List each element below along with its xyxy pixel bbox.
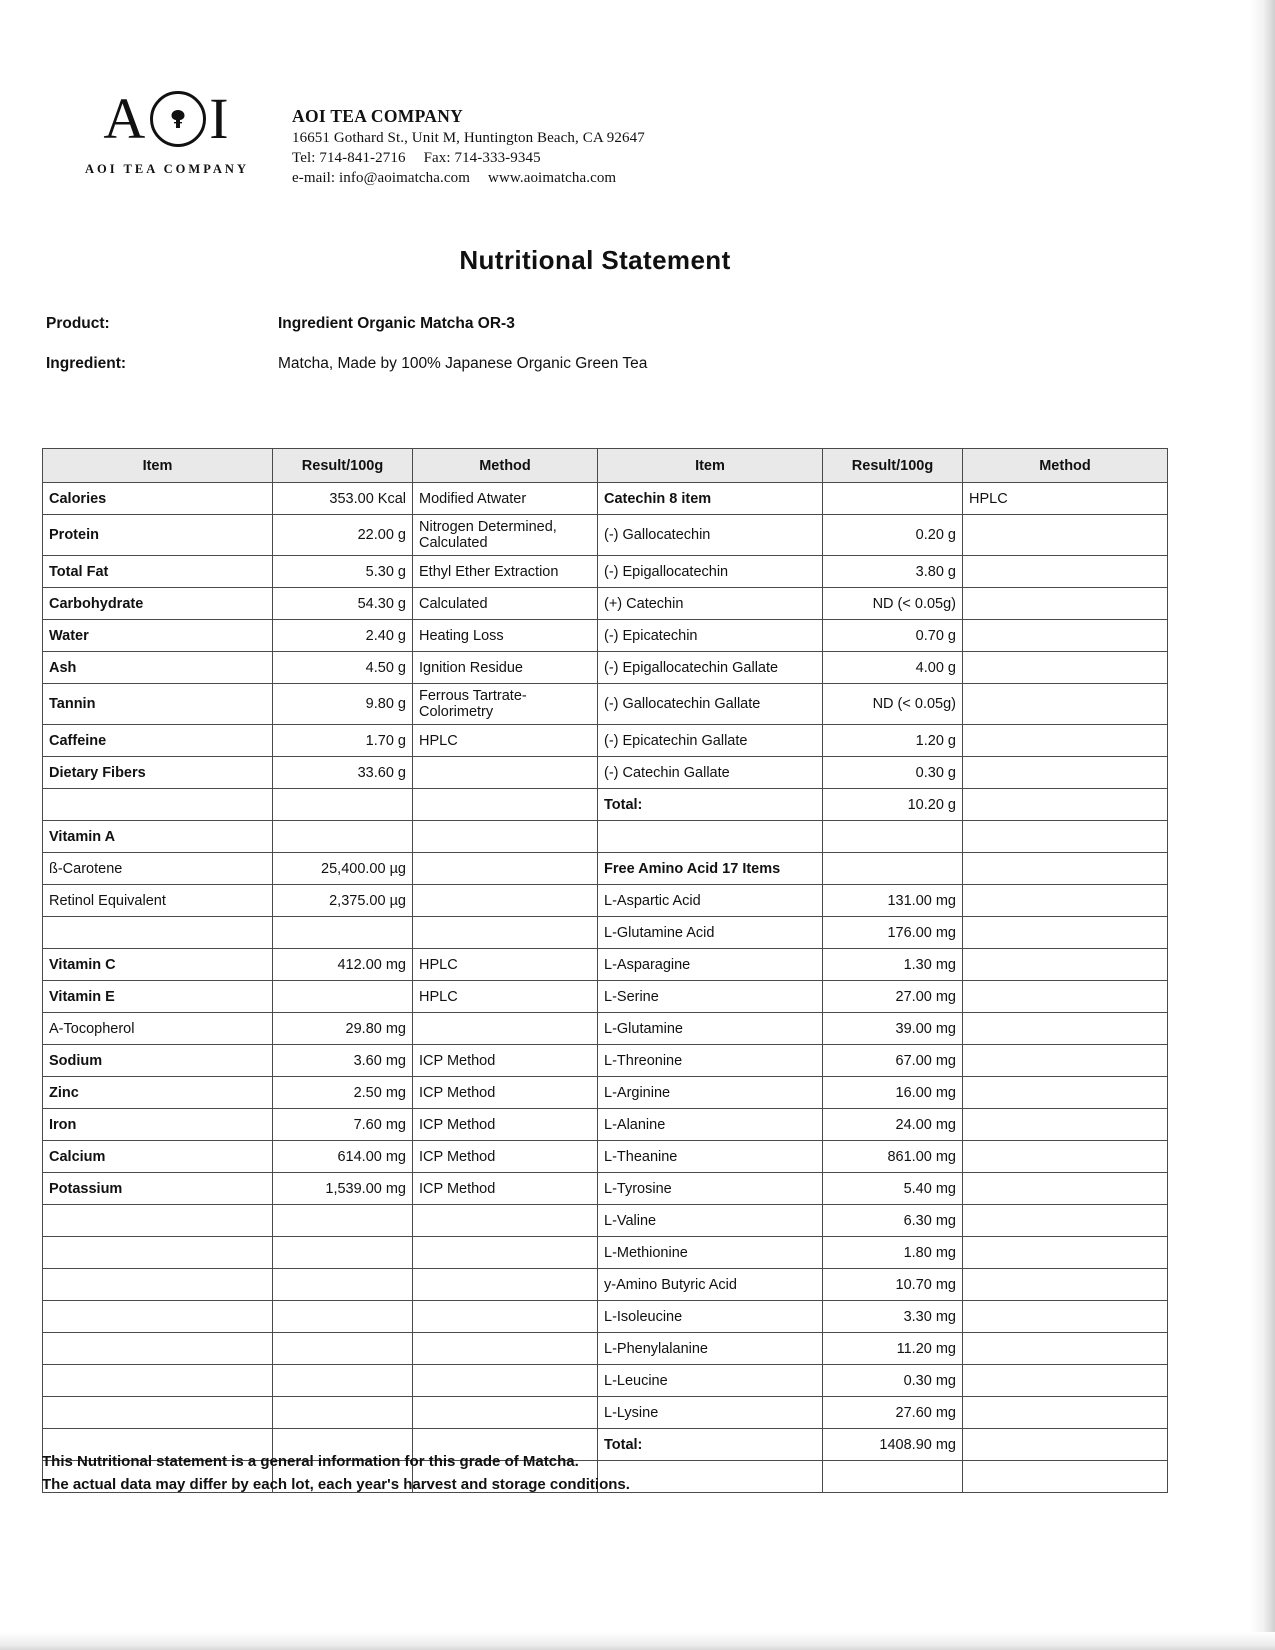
table-row	[43, 620, 1168, 652]
cell-item-right: L-Lysine	[598, 1397, 823, 1429]
cell-method-right	[963, 1333, 1168, 1365]
cell-method-left: ICP Method	[413, 1173, 598, 1205]
col-header-method-right: Method	[963, 449, 1168, 483]
table-row	[43, 515, 1168, 556]
cell-item-left: ß-Carotene	[43, 853, 273, 885]
cell-method-right	[963, 853, 1168, 885]
cell-method-right	[963, 556, 1168, 588]
cell-result-left: 4.50 g	[273, 652, 413, 684]
product-value: Ingredient Organic Matcha OR-3	[278, 315, 515, 332]
cell-item-left: Potassium	[43, 1173, 273, 1205]
nutrition-table-wrapper	[42, 448, 1167, 1493]
cell-method-right	[963, 588, 1168, 620]
cell-item-left: A-Tocopherol	[43, 1013, 273, 1045]
cell-method-right	[963, 515, 1168, 556]
cell-method-left	[413, 1205, 598, 1237]
cell-item-left	[43, 1269, 273, 1301]
col-header-result-right: Result/100g	[823, 449, 963, 483]
cell-result-left: 29.80 mg	[273, 1013, 413, 1045]
product-label: Product:	[46, 315, 110, 332]
logo-caption: AOI TEA COMPANY	[85, 162, 249, 176]
cell-result-left: 3.60 mg	[273, 1045, 413, 1077]
scan-edge-right	[1249, 0, 1275, 1650]
cell-method-right	[963, 1365, 1168, 1397]
cell-method-left: Nitrogen Determined, Calculated	[413, 515, 598, 556]
cell-method-left: HPLC	[413, 949, 598, 981]
cell-item-right: (-) Epigallocatechin	[598, 556, 823, 588]
cell-method-right	[963, 1301, 1168, 1333]
cell-result-left	[273, 917, 413, 949]
cell-method-left: ICP Method	[413, 1109, 598, 1141]
cell-item-left: Calories	[43, 483, 273, 515]
cell-method-left: ICP Method	[413, 1141, 598, 1173]
cell-method-right: HPLC	[963, 483, 1168, 515]
cell-method-right	[963, 1173, 1168, 1205]
cell-result-right: 1.80 mg	[823, 1237, 963, 1269]
cell-result-left: 412.00 mg	[273, 949, 413, 981]
cell-result-right: 1408.90 mg	[823, 1429, 963, 1461]
cell-item-right: L-Arginine	[598, 1077, 823, 1109]
cell-result-left	[273, 1237, 413, 1269]
cell-result-left: 353.00 Kcal	[273, 483, 413, 515]
col-header-item-right: Item	[598, 449, 823, 483]
table-row	[43, 789, 1168, 821]
cell-method-right	[963, 757, 1168, 789]
cell-method-right	[963, 981, 1168, 1013]
cell-item-right: y-Amino Butyric Acid	[598, 1269, 823, 1301]
table-row	[43, 1045, 1168, 1077]
cell-result-left	[273, 1397, 413, 1429]
cell-item-right: L-Aspartic Acid	[598, 885, 823, 917]
company-email: e-mail: info@aoimatcha.com	[292, 169, 471, 186]
cell-result-right: 0.20 g	[823, 515, 963, 556]
cell-result-right	[823, 821, 963, 853]
cell-method-left: HPLC	[413, 725, 598, 757]
table-row	[43, 885, 1168, 917]
table-row	[43, 821, 1168, 853]
table-row	[43, 1077, 1168, 1109]
cell-item-left: Dietary Fibers	[43, 757, 273, 789]
cell-result-right: ND (< 0.05g)	[823, 588, 963, 620]
ingredient-row	[46, 355, 1146, 373]
company-name: AOI TEA COMPANY	[292, 106, 464, 126]
product-row	[46, 315, 1146, 333]
table-row	[43, 917, 1168, 949]
cell-item-right: (-) Gallocatechin Gallate	[598, 684, 823, 725]
cell-method-right	[963, 1013, 1168, 1045]
logo-leaf-icon	[150, 91, 206, 147]
cell-method-right	[963, 949, 1168, 981]
cell-result-right: 10.20 g	[823, 789, 963, 821]
cell-method-left	[413, 1301, 598, 1333]
cell-method-right	[963, 725, 1168, 757]
cell-item-right: L-Glutamine	[598, 1013, 823, 1045]
cell-item-left: Vitamin E	[43, 981, 273, 1013]
cell-item-right: Total:	[598, 789, 823, 821]
cell-result-left: 22.00 g	[273, 515, 413, 556]
cell-result-left	[273, 1269, 413, 1301]
cell-result-left	[273, 789, 413, 821]
cell-method-right	[963, 1141, 1168, 1173]
ingredient-value: Matcha, Made by 100% Japanese Organic Green Tea	[278, 355, 648, 372]
cell-result-left	[273, 1205, 413, 1237]
cell-item-left: Water	[43, 620, 273, 652]
table-row	[43, 1205, 1168, 1237]
cell-method-left	[413, 1333, 598, 1365]
table-row	[43, 1013, 1168, 1045]
cell-method-left: ICP Method	[413, 1077, 598, 1109]
cell-item-right: (+) Catechin	[598, 588, 823, 620]
cell-result-left: 2.40 g	[273, 620, 413, 652]
table-row	[43, 725, 1168, 757]
company-phone-line	[292, 149, 645, 169]
cell-method-right	[963, 1045, 1168, 1077]
cell-item-right: L-Valine	[598, 1205, 823, 1237]
cell-result-right: 3.80 g	[823, 556, 963, 588]
cell-result-right: 5.40 mg	[823, 1173, 963, 1205]
cell-method-left: Ethyl Ether Extraction	[413, 556, 598, 588]
company-logo	[62, 86, 272, 177]
cell-result-right: 176.00 mg	[823, 917, 963, 949]
cell-result-left: 2,375.00 µg	[273, 885, 413, 917]
cell-item-left	[43, 1397, 273, 1429]
cell-item-left: Carbohydrate	[43, 588, 273, 620]
cell-method-left: Calculated	[413, 588, 598, 620]
cell-item-left: Sodium	[43, 1045, 273, 1077]
nutrition-table	[42, 448, 1168, 1493]
cell-method-right	[963, 1205, 1168, 1237]
company-tel: Tel: 714-841-2716	[292, 149, 406, 166]
company-fax: Fax: 714-333-9345	[423, 149, 541, 166]
cell-item-left: Ash	[43, 652, 273, 684]
cell-item-left: Iron	[43, 1109, 273, 1141]
col-header-method-left: Method	[413, 449, 598, 483]
cell-result-right: 10.70 mg	[823, 1269, 963, 1301]
cell-item-left	[43, 789, 273, 821]
cell-item-right: (-) Gallocatechin	[598, 515, 823, 556]
col-header-item-left: Item	[43, 449, 273, 483]
table-row	[43, 1141, 1168, 1173]
cell-method-right	[963, 1109, 1168, 1141]
table-row	[43, 981, 1168, 1013]
cell-method-right	[963, 620, 1168, 652]
cell-result-right: 131.00 mg	[823, 885, 963, 917]
cell-result-left: 5.30 g	[273, 556, 413, 588]
company-website: www.aoimatcha.com	[488, 169, 617, 186]
cell-result-right: 27.60 mg	[823, 1397, 963, 1429]
cell-method-left: HPLC	[413, 981, 598, 1013]
cell-item-left: Tannin	[43, 684, 273, 725]
cell-result-right: 39.00 mg	[823, 1013, 963, 1045]
cell-result-right: 3.30 mg	[823, 1301, 963, 1333]
table-body	[43, 483, 1168, 1493]
cell-result-right: 4.00 g	[823, 652, 963, 684]
cell-method-left: Ignition Residue	[413, 652, 598, 684]
table-row	[43, 949, 1168, 981]
cell-item-left: Retinol Equivalent	[43, 885, 273, 917]
cell-result-left	[273, 821, 413, 853]
cell-item-right: Free Amino Acid 17 Items	[598, 853, 823, 885]
table-row	[43, 556, 1168, 588]
cell-result-right: 1.20 g	[823, 725, 963, 757]
cell-item-right: L-Alanine	[598, 1109, 823, 1141]
cell-result-left: 25,400.00 µg	[273, 853, 413, 885]
table-row	[43, 1365, 1168, 1397]
table-row	[43, 684, 1168, 725]
cell-item-right: L-Leucine	[598, 1365, 823, 1397]
cell-item-right: (-) Epicatechin Gallate	[598, 725, 823, 757]
cell-method-left	[413, 1365, 598, 1397]
logo-letter-i: I	[209, 86, 231, 151]
cell-item-right: Total:	[598, 1429, 823, 1461]
letterhead	[0, 86, 1190, 189]
cell-method-right	[963, 684, 1168, 725]
cell-item-right: L-Asparagine	[598, 949, 823, 981]
table-row	[43, 483, 1168, 515]
cell-result-right	[823, 483, 963, 515]
cell-result-left: 614.00 mg	[273, 1141, 413, 1173]
scan-edge-bottom	[0, 1632, 1275, 1650]
cell-item-left: Vitamin A	[43, 821, 273, 853]
cell-method-left	[413, 853, 598, 885]
cell-result-right: 0.30 mg	[823, 1365, 963, 1397]
note-line-1: This Nutritional statement is a general information for this grade of Matcha.	[42, 1453, 579, 1470]
ingredient-label: Ingredient:	[46, 355, 127, 372]
cell-item-right: L-Threonine	[598, 1045, 823, 1077]
cell-result-left	[273, 981, 413, 1013]
company-info	[292, 90, 645, 189]
note-line-2: The actual data may differ by each lot, each year's harvest and storage conditions.	[42, 1476, 630, 1494]
cell-item-left: Vitamin C	[43, 949, 273, 981]
cell-item-right: (-) Epicatechin	[598, 620, 823, 652]
table-row	[43, 1301, 1168, 1333]
company-contact-line	[292, 169, 645, 189]
cell-method-right	[963, 1397, 1168, 1429]
cell-method-left	[413, 917, 598, 949]
cell-method-right	[963, 885, 1168, 917]
cell-method-right	[963, 652, 1168, 684]
cell-result-left: 33.60 g	[273, 757, 413, 789]
table-row	[43, 1333, 1168, 1365]
cell-item-left	[43, 1205, 273, 1237]
cell-item-right: L-Phenylalanine	[598, 1333, 823, 1365]
cell-item-right: L-Methionine	[598, 1237, 823, 1269]
cell-result-left: 2.50 mg	[273, 1077, 413, 1109]
cell-item-left: Total Fat	[43, 556, 273, 588]
cell-item-left: Zinc	[43, 1077, 273, 1109]
cell-method-left	[413, 1269, 598, 1301]
cell-result-left: 7.60 mg	[273, 1109, 413, 1141]
table-row	[43, 1109, 1168, 1141]
cell-method-left	[413, 1013, 598, 1045]
table-row	[43, 1173, 1168, 1205]
cell-item-left	[43, 1237, 273, 1269]
cell-method-left: Heating Loss	[413, 620, 598, 652]
product-meta	[46, 315, 1146, 395]
cell-method-left	[413, 1397, 598, 1429]
cell-result-right: 24.00 mg	[823, 1109, 963, 1141]
cell-result-right: 6.30 mg	[823, 1205, 963, 1237]
cell-item-right: L-Theanine	[598, 1141, 823, 1173]
cell-method-right	[963, 1077, 1168, 1109]
cell-method-left: Modified Atwater	[413, 483, 598, 515]
cell-result-left: 9.80 g	[273, 684, 413, 725]
cell-result-right	[823, 853, 963, 885]
cell-method-left	[413, 1237, 598, 1269]
cell-result-right: 0.70 g	[823, 620, 963, 652]
cell-item-left: Caffeine	[43, 725, 273, 757]
cell-item-right: L-Glutamine Acid	[598, 917, 823, 949]
cell-method-left: Ferrous Tartrate-Colorimetry	[413, 684, 598, 725]
table-header-row	[43, 449, 1168, 483]
table-row	[43, 1237, 1168, 1269]
table-row	[43, 588, 1168, 620]
cell-result-right: 0.30 g	[823, 757, 963, 789]
cell-item-right: Catechin 8 item	[598, 483, 823, 515]
footer-notes	[42, 1450, 1142, 1497]
cell-result-right: 16.00 mg	[823, 1077, 963, 1109]
table-row	[43, 853, 1168, 885]
cell-item-right: L-Tyrosine	[598, 1173, 823, 1205]
cell-result-right: ND (< 0.05g)	[823, 684, 963, 725]
logo-letter-a: A	[103, 86, 148, 151]
cell-result-left	[273, 1301, 413, 1333]
cell-method-right	[963, 1237, 1168, 1269]
cell-result-right: 27.00 mg	[823, 981, 963, 1013]
table-row	[43, 652, 1168, 684]
cell-item-left: Calcium	[43, 1141, 273, 1173]
cell-result-left: 1.70 g	[273, 725, 413, 757]
cell-item-right: (-) Epigallocatechin Gallate	[598, 652, 823, 684]
cell-result-right: 861.00 mg	[823, 1141, 963, 1173]
cell-result-right: 11.20 mg	[823, 1333, 963, 1365]
cell-method-right	[963, 917, 1168, 949]
cell-result-left: 1,539.00 mg	[273, 1173, 413, 1205]
page-title: Nutritional Statement	[459, 245, 731, 275]
cell-method-left: ICP Method	[413, 1045, 598, 1077]
cell-method-left	[413, 821, 598, 853]
company-address: 16651 Gothard St., Unit M, Huntington Beach, CA 92647	[292, 130, 645, 146]
cell-result-left: 54.30 g	[273, 588, 413, 620]
cell-item-left: Protein	[43, 515, 273, 556]
cell-item-right: L-Isoleucine	[598, 1301, 823, 1333]
cell-item-right: (-) Catechin Gallate	[598, 757, 823, 789]
table-row	[43, 757, 1168, 789]
cell-result-left	[273, 1333, 413, 1365]
cell-result-left	[273, 1365, 413, 1397]
cell-item-left	[43, 1333, 273, 1365]
col-header-result-left: Result/100g	[273, 449, 413, 483]
cell-method-right	[963, 821, 1168, 853]
table-row	[43, 1269, 1168, 1301]
logo-mark	[62, 86, 272, 151]
cell-method-left	[413, 757, 598, 789]
cell-result-right: 1.30 mg	[823, 949, 963, 981]
cell-item-right: L-Serine	[598, 981, 823, 1013]
cell-method-left	[413, 885, 598, 917]
cell-method-right	[963, 1269, 1168, 1301]
cell-item-right	[598, 821, 823, 853]
table-row	[43, 1397, 1168, 1429]
cell-result-right: 67.00 mg	[823, 1045, 963, 1077]
cell-method-left	[413, 789, 598, 821]
cell-item-left	[43, 1301, 273, 1333]
cell-method-right	[963, 789, 1168, 821]
cell-item-left	[43, 917, 273, 949]
cell-item-left	[43, 1365, 273, 1397]
